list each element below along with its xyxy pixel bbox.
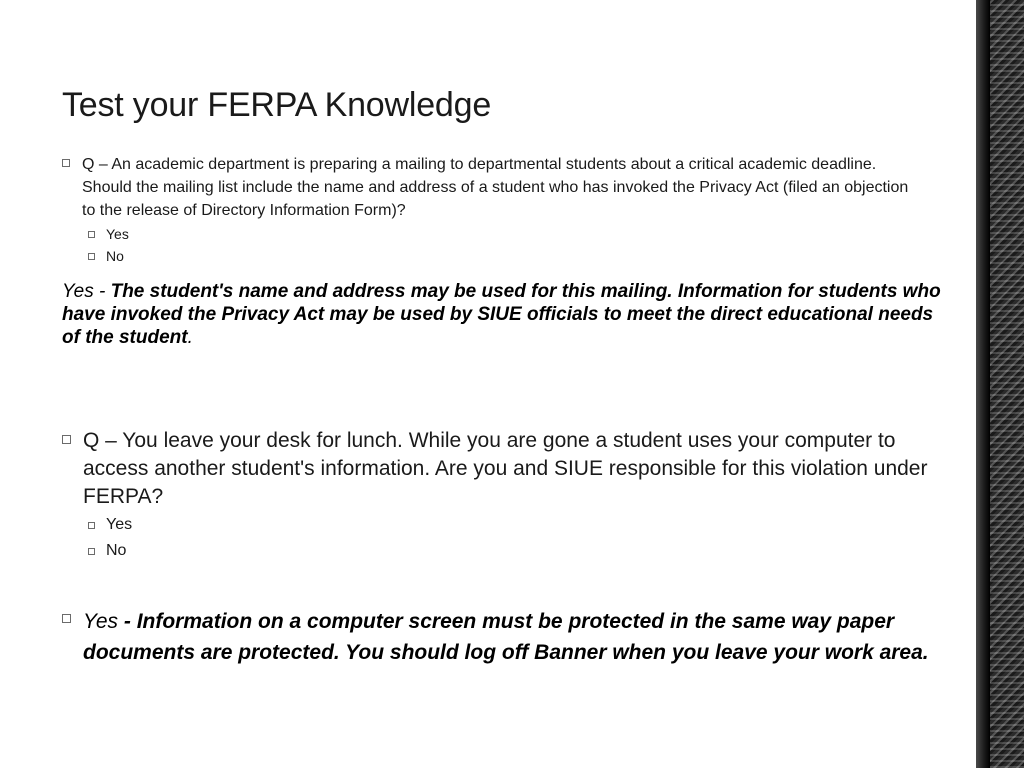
decorative-side-strip [976, 0, 1024, 768]
answer-1-lead: Yes - [62, 281, 106, 302]
square-bullet-icon [62, 435, 71, 444]
slide-title: Test your FERPA Knowledge [62, 86, 492, 124]
answer-2-text [83, 606, 952, 668]
question-1-option-no [88, 248, 124, 264]
question-1-option-yes [88, 226, 129, 242]
question-2 [62, 427, 942, 511]
option-label: No [106, 248, 124, 264]
square-bullet-icon [62, 159, 70, 167]
answer-1-body: The student's name and address may be used for this mailing. Information for students who have invoked the Privacy Act may be used by SIUE officials to meet the direct educational needs of the student [62, 281, 941, 348]
question-1-text: Q – An academic department is preparing a mailing to departmental students about a critical academic deadline. Should the mailing list include the name and address of a student who has invoked the Privacy Act (filed an objection to the release of Directory Information Form)? [82, 156, 909, 219]
question-1 [62, 153, 922, 222]
square-bullet-icon [88, 522, 95, 529]
answer-2 [62, 606, 952, 668]
square-bullet-icon [62, 614, 71, 623]
question-2-option-yes [88, 516, 132, 534]
option-label: No [106, 542, 127, 559]
answer-1-end: . [187, 327, 193, 348]
option-label: Yes [106, 516, 133, 533]
square-bullet-icon [88, 231, 95, 238]
question-2-text: Q – You leave your desk for lunch. While you are gone a student uses your computer to access another student's information. Are you and SIUE responsible for this violation under FERPA? [83, 429, 928, 508]
answer-1 [62, 280, 942, 349]
question-2-option-no [88, 542, 126, 560]
answer-2-lead: Yes [83, 610, 119, 633]
option-label: Yes [106, 226, 129, 242]
square-bullet-icon [88, 253, 95, 260]
answer-2-body: - Information on a computer screen must be protected in the same way paper documents are protected. You should log off Banner when you leave your work area. [83, 610, 929, 664]
square-bullet-icon [88, 548, 95, 555]
